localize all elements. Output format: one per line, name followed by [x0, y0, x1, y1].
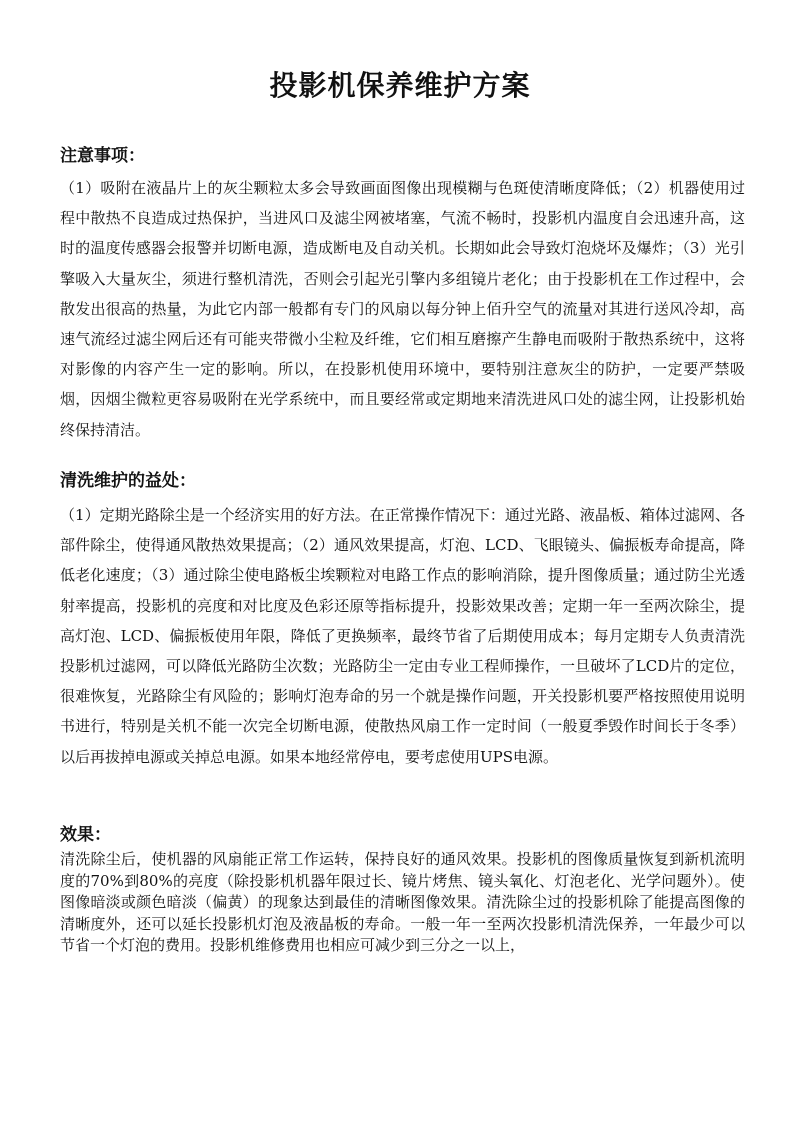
section-body-effect: 清洗除尘后，使机器的风扇能正常工作运转，保持良好的通风效果。投影机的图像质量恢复到新机流明度的70%到80%的亮度（除投影机机器年限过长、镜片烤焦、镜头氧化、灯泡老化、光学问题外）。使图像暗淡或颜色暗淡（偏黄）的现象达到最佳的清晰图像效果。清洗除尘过的投影机除了能提高图像的清晰度外，还可以延长投影机灯泡及液晶板的寿命。一般一年一至两次投影机清洗保养，一年最少可以节省一个灯泡的费用。投影机维修费用也相应可减少到三分之一以上，: [60, 850, 745, 954]
section-heading-notes: 注意事项：: [60, 146, 145, 166]
section-body-notes: （1）吸附在液晶片上的灰尘颗粒太多会导致画面图像出现模糊与色斑使清晰度降低；（2）机器使用过程中散热不良造成过热保护，当进风口及滤尘网被堵塞，气流不畅时，投影机内温度自会迅速升高，这时的温度传感器会报警并切断电源，造成断电及自动关机。长期如此会导致灯泡烧坏及爆炸；（3）光引擎吸入大量灰尘，须进行整机清洗，否则会引起光引擎内多组镜片老化；由于投影机在工作过程中，会散发出很高的热量，为此它内部一般都有专门的风扇以每分钟上佰升空气的流量对其进行送风冷却，高速气流经过滤尘网后还有可能夹带微小尘粒及纤维，它们相互磨擦产生静电而吸附于散热系统中，这将对影像的内容产生一定的影响。所以，在投影机使用环境中，要特别注意灰尘的防护，一定要严禁吸烟，因烟尘微粒更容易吸附在光学系统中，而且要经常或定期地来清洗进风口处的滤尘网，让投影机始终保持清洁。: [60, 179, 745, 439]
section-heading-effect: 效果：: [60, 825, 111, 845]
document-title: 投影机保养维护方案: [269, 69, 531, 102]
section-heading-benefits: 清洗维护的益处：: [60, 471, 196, 491]
section-body-benefits: （1）定期光路除尘是一个经济实用的好方法。在正常操作情况下：通过光路、液晶板、箱体过滤网、各部件除尘，使得通风散热效果提高；（2）通风效果提高，灯泡、LCD、飞眼镜头、偏振板寿命提高，降低老化速度；（3）通过除尘使电路板尘埃颗粒对电路工作点的影响消除，提升图像质量；通过防尘光透射率提高，投影机的亮度和对比度及色彩还原等指标提升，投影效果改善；定期一年一至两次除尘，提高灯泡、LCD、偏振板使用年限，降低了更换频率，最终节省了后期使用成本；每月定期专人负责清洗投影机过滤网，可以降低光路防尘次数；光路防尘一定由专业工程师操作，一旦破坏了LCD片的定位，很难恢复，光路除尘有风险的；影响灯泡寿命的另一个就是操作问题，开关投影机要严格按照使用说明书进行，特别是关机不能一次完全切断电源，使散热风扇工作一定时间（一般夏季毁作时间长于冬季）以后再拔掉电源或关掉总电源。如果本地经常停电，要考虑使用UPS电源。: [60, 506, 745, 766]
